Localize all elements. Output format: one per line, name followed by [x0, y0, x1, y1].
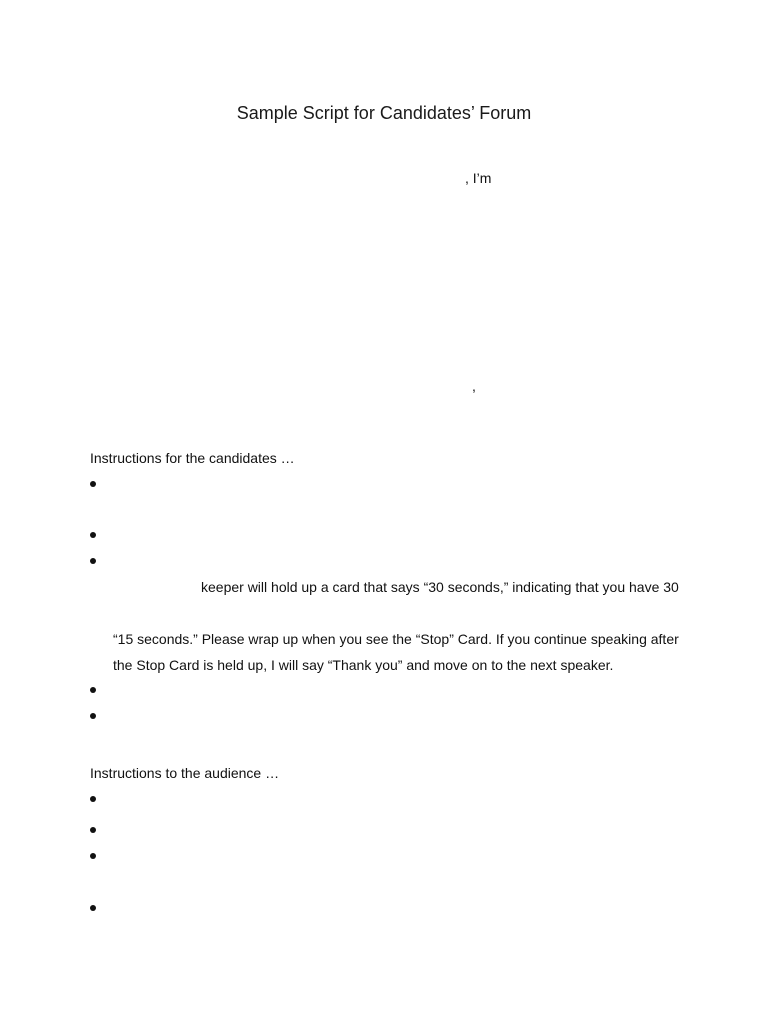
candidate-bullet-5: [89, 713, 97, 721]
candidate-bullet-4: [89, 687, 97, 695]
document-title: Sample Script for Candidates’ Forum: [236, 103, 532, 123]
timekeeper-line-1: keeper will hold up a card that says “30 seconds,” indicating that you have 30: [201, 579, 679, 595]
timekeeper-line-2: “15 seconds.” Please wrap up when you see the “Stop” Card. If you continue speaking after: [113, 631, 679, 647]
audience-instructions-heading: Instructions to the audience …: [90, 765, 280, 781]
candidate-bullet-2: [89, 532, 97, 540]
audience-bullet-2: [89, 827, 97, 835]
candidate-bullet-1: [89, 481, 97, 489]
audience-bullet-3: [89, 853, 97, 861]
candidates-instructions-heading: Instructions for the candidates …: [90, 450, 295, 466]
timekeeper-line-3: the Stop Card is held up, I will say “Thank you” and move on to the next speaker.: [113, 657, 614, 673]
candidate-bullet-3: [89, 558, 97, 566]
comma-fragment: ,: [472, 378, 476, 394]
audience-bullet-4: [89, 905, 97, 913]
intro-fragment: , I’m: [465, 170, 492, 186]
audience-bullet-1: [89, 796, 97, 804]
